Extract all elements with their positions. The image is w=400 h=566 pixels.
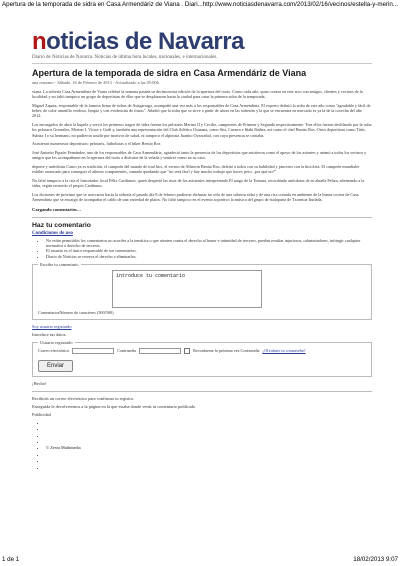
rule-item: • Diario de Noticias se reserva el derecho a eliminarlos. [46, 254, 372, 259]
comment-form [32, 262, 372, 320]
comment-legend: Escribe tu comentario [40, 261, 79, 267]
email-label: Correo electrónico [38, 348, 70, 354]
submit-button[interactable]: Enviar [38, 360, 73, 372]
char-counter: ComentariosNúmero de caracteres (500/500) [38, 309, 114, 315]
page-content [32, 30, 372, 471]
done-divider [32, 391, 372, 392]
enter-data-text: Introduce tus datos. [32, 331, 67, 337]
ads-label: Publicidad [32, 411, 51, 417]
article-highlight: Asistieron numerosos deportistas: pelotaris, futbolistas o el biker Benito Ros [32, 141, 161, 147]
rule-item: • No están permitidos los comentarios no acordes a la temática o que atenten contra el derecho al honor e intimidad de terceros, puedan resultar injuriosos, calumniadores, infringir cualquier normativa o derecho de terceros. [46, 238, 372, 248]
article-paragraph: Los encargados de abrir la kupela y servir los primeros tragos de sidra fueron los pelotaris Merino II y Cecilio, campeones de Primera y Segunda respectivamente. Tras ellos fueron desfilando por la cuba los pelotaris Gonzalez, Merino I, Víctor y Goñi y, también una representación del Club Atlético Osasuna, como Sisi, Cuenca e Iñaki Ibáñez, así como el chef Benito Ros. Otros deportistas como Titín, Subiza I o su hermano, no pudieron acudir por motivos de salud, ni tampoco el alpinista Juanito Oyarzabal, con cuya presencia se contaba. [32, 122, 372, 138]
article-paragraph: viana. La sidrería Casa Armendáriz de Viana celebró la semana pasada su decimosexta edición de la apertura del txotx. Como cada año, quiso contar en este acto con amigos, clientes y vecinos de la localidad y no faltó tampoco un grupo de deportistas de élite que se desplazaron hasta la ciudad para catar la primera sidra de la temporada. [32, 89, 363, 100]
comments-divider [32, 217, 372, 218]
print-doc-title: Apertura de la temporada de sidra en Casa Armendáriz de Viana . Diari... [2, 1, 203, 8]
confirm-mail-text: Recibirás un correo electrónico para confirmar tu registro. [32, 395, 135, 401]
comment-textarea[interactable]: introduce tu comentario [112, 270, 262, 308]
print-timestamp: 18/02/2013 9:07 [353, 556, 398, 563]
article-paragraph: José Antonio Pipaón Fernández, uno de los responsables de Casa Armendáriz, agradeció tanto la presencia de los deportistas que asistieron como el apoyo de los asientes y animó a todos los vecinos y amigos que les acompañaron en la apertura del txotx a disfrutar de la velada y sentirse como en su casa. [32, 150, 367, 161]
article-paragraph: Los dicisones de próximo que se acercaron hasta la sidrería el pasado día 8 de febrero pudieron disfrutar no sólo de una sabrosa sidra y de una rica comida en ambiente de la buena cocina de Casa Armendáriz que se encargó de acompañar el caldo de una variedad de platos. No faltó tampoco en el evento soportivo la música del grupo de txalaparta de Txorntoa Iturlada. [32, 192, 359, 203]
remember-checkbox[interactable] [184, 348, 190, 354]
article-paragraph: No faltó tampoco a la cita el historiador local Félix Cariñanos, quien despertó las risas de los asistentes interpretando El tango de la Tomasa, recordando anécdotas de su abuela Feliza, alternando a la sidra, según recuerdo el propio Cariñanos. [32, 178, 365, 189]
site-logo[interactable]: noticias de Navarra [32, 28, 244, 55]
site-tagline: Diario de Noticias de Navarra. Noticias de última hora locales, nacionales, e internacionales. [32, 55, 218, 60]
header-divider [32, 63, 372, 64]
status-note: Enseguida le devolveremos a la página en la que estaba donde verás tu comentario publicado [32, 403, 196, 409]
page-counter: 1 de 1 [2, 556, 20, 563]
list-item [46, 465, 372, 471]
print-url: http://www.noticiasdenavarra.com/2013/02/16/vecinos/estella-y-merin... [202, 1, 398, 8]
email-field[interactable] [72, 348, 114, 354]
done-text: ¡Hecho! [32, 380, 47, 386]
conditions-link[interactable]: Condiciones de uso [32, 230, 73, 236]
comment-rules [46, 238, 372, 259]
footer-list [46, 420, 372, 471]
registered-user-link[interactable]: Soy usuario registrado [32, 323, 72, 329]
password-field[interactable] [139, 348, 181, 354]
article-title: Apertura de la temporada de sidra en Casa Armendáriz de Viana [32, 68, 307, 78]
rule-item: • El usuario es el único responsable de sus comentarios. [46, 248, 372, 253]
login-legend: Usuario registrado [40, 339, 73, 345]
login-form [32, 340, 372, 377]
comments-loading: Cargando comentarios… [32, 206, 82, 212]
article-paragraph: Miguel Zapata, responsable de la famosa firma de sidras de Astigarraga, acompañó una vez más a los responsables de Casa Armendáriz. El experto definió la sidra de este año como "agradable y fácil de beber, de color amarillo verdoso, limpio y con evidencias de frutas". Añadió que la sidra que se sirve a partir de ahora en las sidrerías y la que se encuentra en mercado es ya la de la cosecha del año 2012. [32, 103, 371, 119]
forgot-password-link[interactable]: ¿Olvidaste tu contraseña? [262, 348, 306, 354]
remember-label: Recordarme la próxima vez Contraseña [193, 348, 260, 354]
print-header [0, 0, 400, 10]
comment-heading: Haz tu comentario [32, 221, 91, 229]
article-meta: ana cenzano - Sábado, 16 de Febrero de 2013 - Actualizado a las 05:00h [32, 80, 159, 85]
print-footer [0, 556, 400, 566]
copyright: • © Zeroa Multimedia [46, 445, 372, 451]
article-paragraph: deporte y anécdotas Como ya es tradición, el campeón del mundo de trial bici, el vecino de Albaicín Benito Ros, deleitó a todos con su habilidad y pinceses con la bicicleta. El campeón mundialer exhibir arrancado para conseguir el alterno componentes, sumado quedando que "no será fácil y hay mucho trabajo que hacer, pero...por qué no?" [32, 164, 360, 175]
password-label: Contraseña [117, 348, 137, 354]
